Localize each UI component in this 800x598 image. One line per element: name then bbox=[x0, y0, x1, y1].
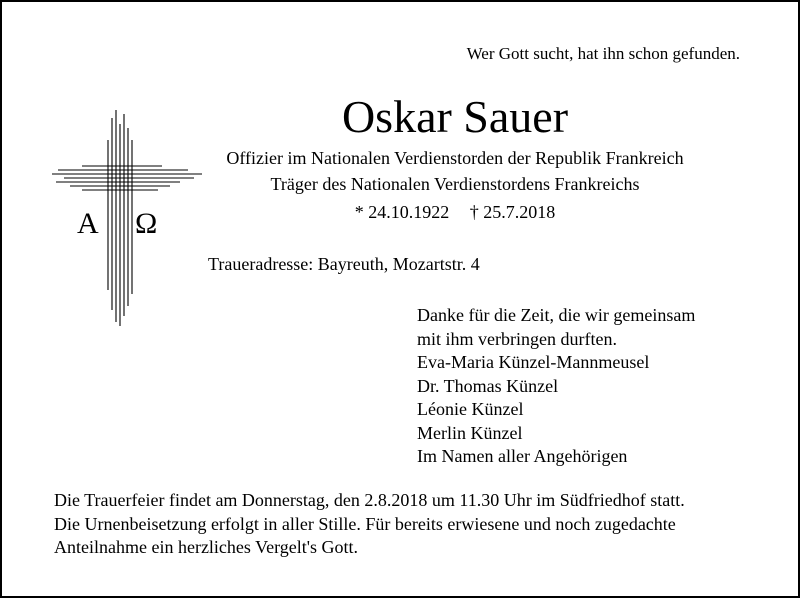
omega-symbol: Ω bbox=[135, 207, 158, 240]
motto-text: Wer Gott sucht, hat ihn schon gefunden. bbox=[466, 44, 740, 63]
list-item: Dr. Thomas Künzel bbox=[417, 375, 559, 396]
closing-line: Die Urnenbeisetzung erfolgt in aller Stille. Für bereits erwiesene und noch zugedachte bbox=[54, 513, 676, 534]
life-dates bbox=[2, 202, 798, 223]
closing-line: Die Trauerfeier findet am Donnerstag, den 2.8.2018 um 11.30 Uhr im Südfriedhof statt. bbox=[54, 490, 685, 510]
list-item: Im Namen aller Angehörigen bbox=[417, 446, 628, 466]
mourners-list bbox=[417, 304, 695, 469]
list-item: Danke für die Zeit, die wir gemeinsam bbox=[417, 305, 696, 325]
honor-line: Träger des Nationalen Verdienstordens Frankreichs bbox=[270, 174, 640, 194]
death-date: † 25.7.2018 bbox=[469, 202, 556, 222]
deceased-name: Oskar Sauer bbox=[341, 91, 569, 142]
list-item: Eva-Maria Künzel-Mannmeusel bbox=[417, 352, 650, 372]
alpha-symbol: A bbox=[77, 207, 99, 240]
closing-line: Anteilnahme ein herzliches Vergelt's Gott. bbox=[54, 537, 358, 557]
list-item: Léonie Künzel bbox=[417, 399, 524, 419]
mourning-address: Traueradresse: Bayreuth, Mozartstr. 4 bbox=[208, 254, 480, 274]
birth-date: * 24.10.1922 bbox=[354, 202, 450, 222]
honor-line: Offizier im Nationalen Verdienstorden der Republik Frankreich bbox=[226, 148, 684, 168]
list-item: mit ihm verbringen durften. bbox=[417, 328, 617, 349]
closing-paragraph bbox=[54, 489, 685, 560]
list-item: Merlin Künzel bbox=[417, 422, 523, 443]
